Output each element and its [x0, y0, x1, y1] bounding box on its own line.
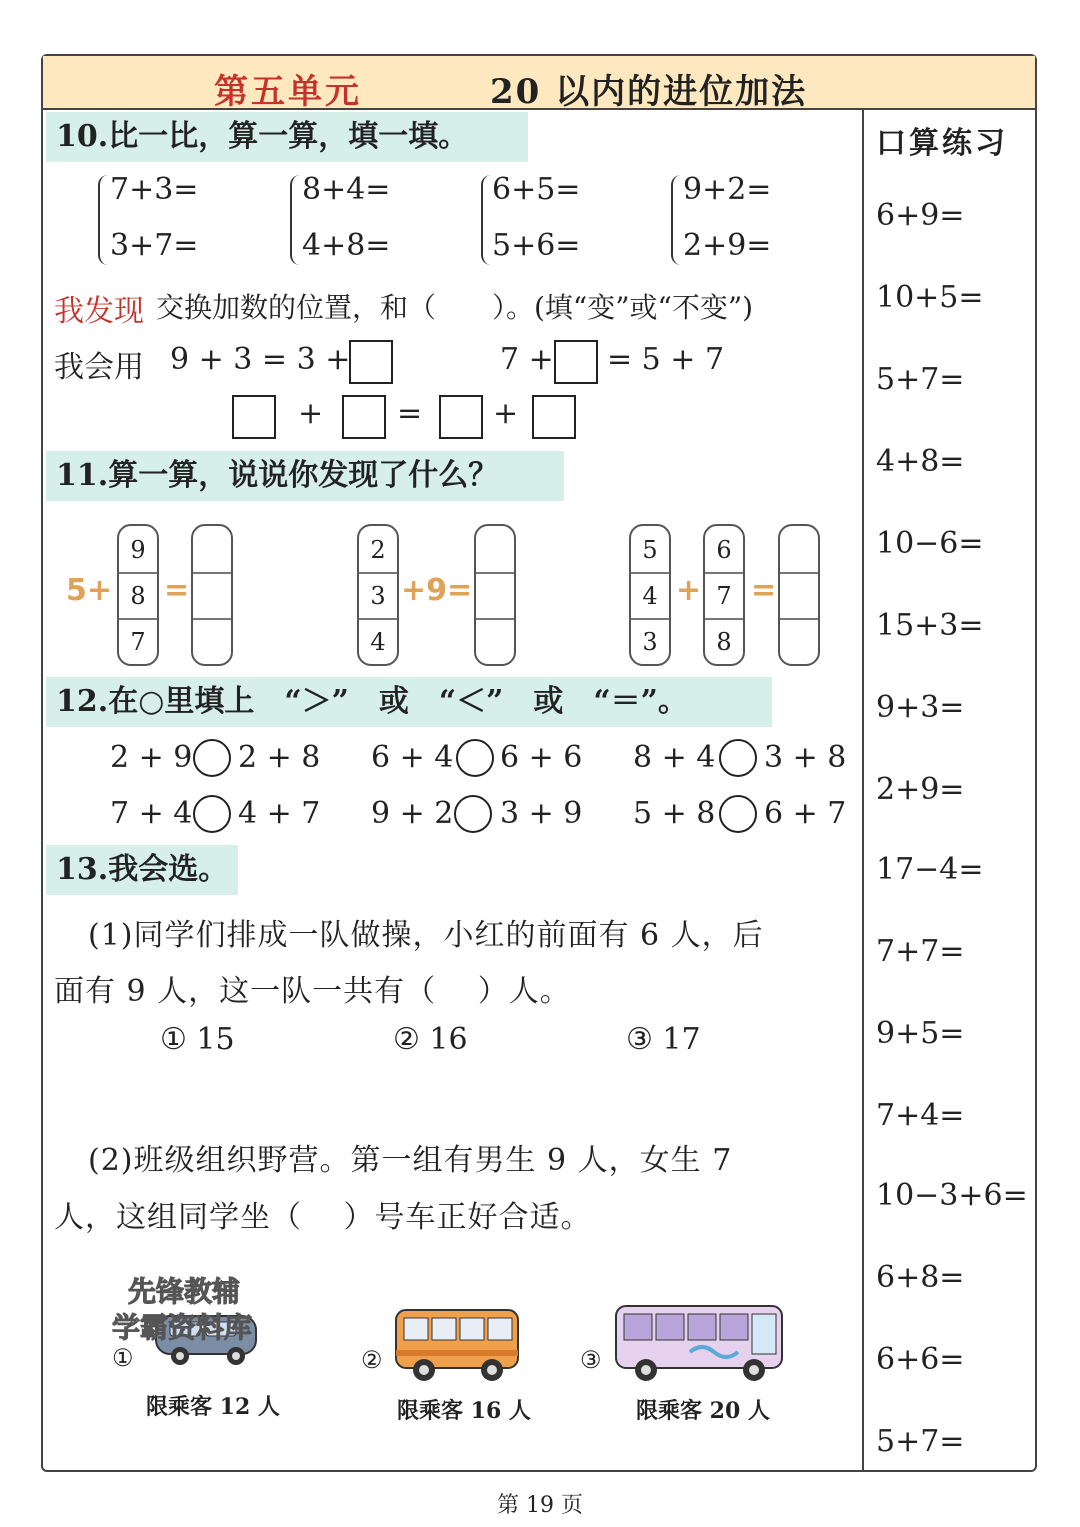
sidebar-item: 4+8=: [876, 444, 965, 479]
coach-icon[interactable]: [612, 1300, 788, 1386]
compare-left: 2 + 9: [110, 740, 193, 775]
sidebar-item: 5+7=: [876, 362, 965, 397]
compare-right: 2 + 8: [238, 740, 321, 775]
watermark: 学霸资料库: [112, 1311, 253, 1344]
option[interactable]: ① 15: [160, 1022, 235, 1057]
cell-number: 8: [716, 628, 732, 656]
plus-sign: +: [493, 396, 519, 431]
q10-title: 10.比一比，算一算，填一填。: [46, 112, 528, 162]
compare-left: 8 + 4: [633, 740, 716, 775]
answer-column[interactable]: [474, 524, 516, 666]
answer-column[interactable]: [778, 524, 820, 666]
compare-right: 4 + 7: [238, 796, 321, 831]
cell-number: 4: [642, 582, 658, 610]
vehicle-number: ①: [112, 1344, 134, 1372]
compare-circle[interactable]: [719, 739, 757, 777]
compare-right: 6 + 6: [500, 740, 583, 775]
sidebar-item: 7+7=: [876, 934, 965, 969]
eq1-text: 9 + 3 = 3 +: [170, 342, 351, 377]
plus-sign: +: [298, 396, 324, 431]
sidebar-item: 10−6=: [876, 526, 984, 561]
q13-p2-line2: 人，这组同学坐（ ）号车正好合适。: [54, 1200, 592, 1235]
q11-g1-op: 5+: [66, 573, 113, 608]
sidebar-item: 5+7=: [876, 1424, 965, 1459]
answer-column[interactable]: [191, 524, 233, 666]
bus-icon[interactable]: [392, 1306, 526, 1386]
q13-title: 13.我会选。: [46, 845, 238, 895]
compare-circle[interactable]: [719, 795, 757, 833]
compare-right: 3 + 9: [500, 796, 583, 831]
q11-g3-eq: =: [751, 573, 777, 608]
vehicle-number: ③: [580, 1346, 602, 1374]
q11-g3-plus: +: [676, 573, 702, 608]
option[interactable]: ③ 17: [626, 1022, 701, 1057]
brace: [98, 175, 110, 265]
cell-number: 4: [370, 628, 386, 656]
compare-left: 5 + 8: [633, 796, 716, 831]
answer-box[interactable]: [349, 340, 393, 384]
cell-number: 8: [130, 582, 146, 610]
answer-box[interactable]: [342, 395, 386, 439]
number-column: [117, 524, 159, 666]
answer-box[interactable]: [532, 395, 576, 439]
number-column: [629, 524, 671, 666]
sidebar-item: 6+9=: [876, 198, 965, 233]
cell-number: 7: [130, 628, 146, 656]
eq2-right: = 5 + 7: [607, 342, 725, 377]
q10-pair3-bottom: 5+6=: [492, 228, 581, 263]
use-label: 我会用: [54, 350, 144, 385]
brace: [671, 175, 683, 265]
sidebar-item: 9+3=: [876, 690, 965, 725]
equals-sign: =: [397, 396, 423, 431]
q13-p1-line1: (1)同学们排成一队做操，小红的前面有 6 人，后: [88, 918, 764, 953]
vehicle-capacity: 限乘客 20 人: [636, 1398, 770, 1424]
sidebar-item: 17−4=: [876, 852, 984, 887]
vehicle-number: ②: [361, 1346, 383, 1374]
cell-number: 2: [370, 536, 386, 564]
q10-pair1-top: 7+3=: [110, 172, 199, 207]
compare-left: 9 + 2: [371, 796, 454, 831]
sidebar-item: 6+6=: [876, 1342, 965, 1377]
compare-left: 6 + 4: [371, 740, 454, 775]
q10-pair3-top: 6+5=: [492, 172, 581, 207]
number-column: [703, 524, 745, 666]
q11-title: 11.算一算，说说你发现了什么？: [46, 451, 564, 501]
q13-p2-line1: (2)班级组织野营。第一组有男生 9 人，女生 7: [88, 1143, 733, 1178]
compare-circle[interactable]: [454, 795, 492, 833]
sidebar-item: 6+8=: [876, 1260, 965, 1295]
vehicle-capacity: 限乘客 16 人: [397, 1398, 531, 1424]
cell-number: 6: [716, 536, 732, 564]
unit-label: 第五单元: [214, 72, 362, 112]
compare-right: 3 + 8: [764, 740, 847, 775]
cell-number: 3: [370, 582, 386, 610]
compare-circle[interactable]: [456, 739, 494, 777]
compare-circle[interactable]: [193, 795, 231, 833]
q10-pair2-top: 8+4=: [302, 172, 391, 207]
sidebar-item: 15+3=: [876, 608, 984, 643]
cell-number: 9: [130, 536, 146, 564]
discover-label: 我发现: [54, 294, 144, 329]
answer-box[interactable]: [232, 395, 276, 439]
q11-g2-op: +9=: [401, 573, 473, 608]
page-number: 第 19 页: [497, 1493, 583, 1518]
cell-number: 3: [642, 628, 658, 656]
brace: [290, 175, 302, 265]
discover-text: 交换加数的位置，和（ ）。(填“变”或“不变”): [156, 291, 754, 324]
answer-box[interactable]: [554, 340, 598, 384]
vehicle-capacity: 限乘客 12 人: [146, 1394, 280, 1420]
answer-box[interactable]: [439, 395, 483, 439]
sidebar-item: 9+5=: [876, 1016, 965, 1051]
cell-number: 7: [716, 582, 732, 610]
compare-circle[interactable]: [193, 739, 231, 777]
sidebar-item: 10+5=: [876, 280, 984, 315]
sidebar-item: 10−3+6=: [876, 1178, 1028, 1213]
q10-pair2-bottom: 4+8=: [302, 228, 391, 263]
watermark: 先锋教辅: [128, 1275, 241, 1308]
cell-number: 5: [642, 536, 658, 564]
option[interactable]: ② 16: [393, 1022, 468, 1057]
sidebar-item: 2+9=: [876, 772, 965, 807]
page-title: 20 以内的进位加法: [490, 72, 808, 112]
q10-pair4-bottom: 2+9=: [683, 228, 772, 263]
q12-title: 12.在○里填上 “＞” 或 “＜” 或 “＝”。: [46, 677, 772, 727]
compare-left: 7 + 4: [110, 796, 193, 831]
sidebar-item: 7+4=: [876, 1098, 965, 1133]
q11-g1-eq: =: [164, 573, 190, 608]
sidebar-title: 口算练习: [876, 126, 1008, 161]
number-column: [357, 524, 399, 666]
q10-pair1-bottom: 3+7=: [110, 228, 199, 263]
q13-p1-line2: 面有 9 人，这一队一共有（ ）人。: [54, 974, 571, 1009]
compare-right: 6 + 7: [764, 796, 847, 831]
eq2-left: 7 +: [500, 342, 554, 377]
column-divider: [862, 108, 864, 1472]
q10-pair4-top: 9+2=: [683, 172, 772, 207]
